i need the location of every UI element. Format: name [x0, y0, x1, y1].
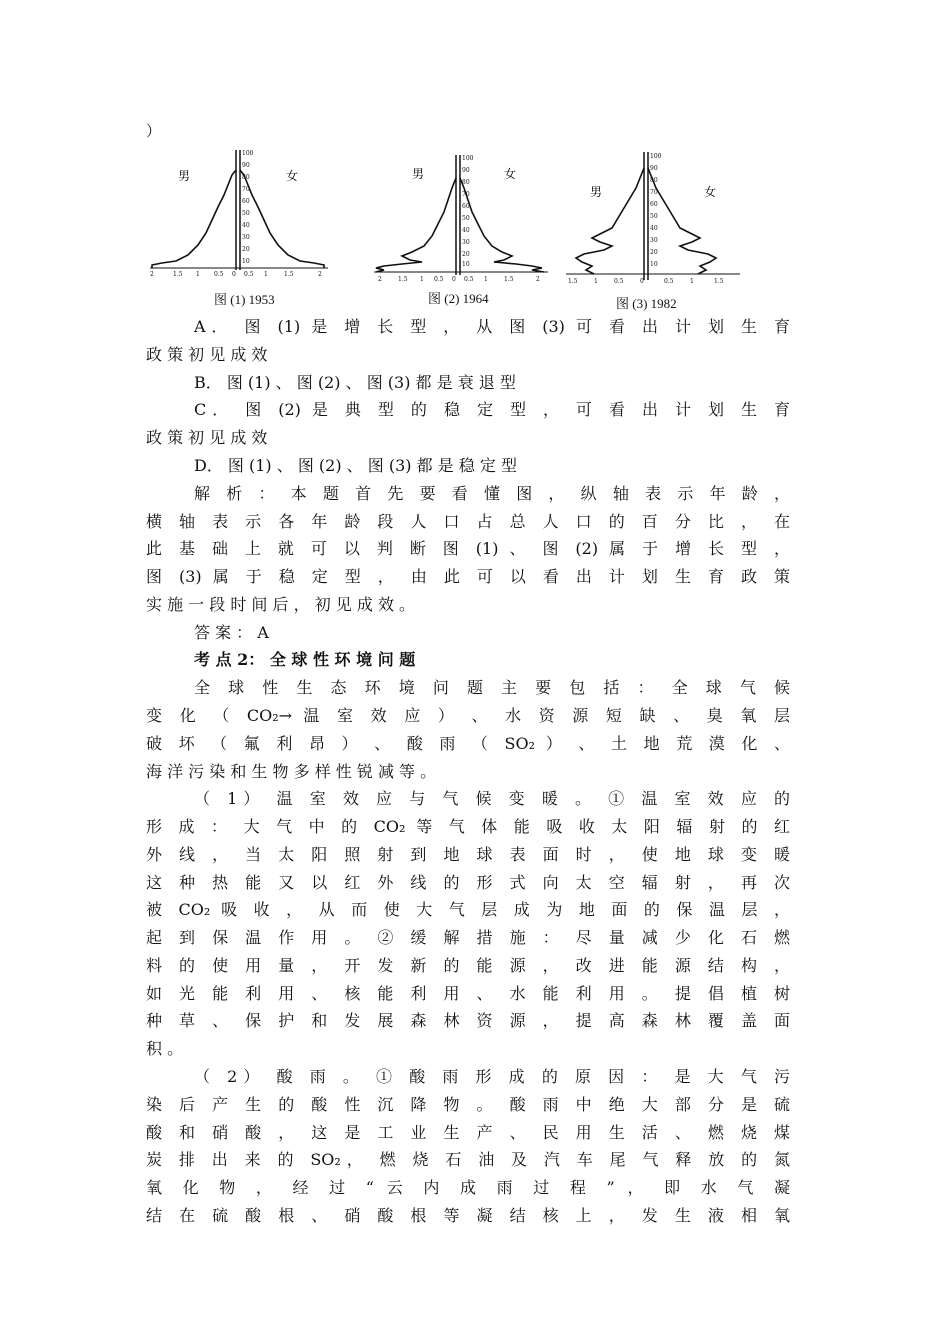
para1-line-4: 海 洋 污 染 和 生 物 多 样 性 锐 减 等 。 [146, 762, 437, 781]
svg-text:1.5: 1.5 [714, 278, 724, 285]
caption-1982: 图 (3) 1982 [616, 296, 677, 311]
para1-line-1: 全 球 性 生 态 环 境 问 题 主 要 包 括 ： 全 球 气 候 [194, 678, 790, 697]
svg-text:70: 70 [650, 189, 658, 196]
svg-text:100: 100 [650, 153, 662, 160]
svg-text:60: 60 [650, 201, 658, 208]
label-male-1964: 男 [412, 167, 425, 181]
svg-text:2: 2 [378, 276, 382, 283]
option-c-line-2: 政 策 初 见 成 效 [146, 428, 268, 447]
svg-text:40: 40 [242, 222, 250, 229]
para3-line-4: 炭 排 出 来 的 SO₂， 燃 烧 石 油 及 汽 车 尾 气 释 放 的 氮 [146, 1150, 790, 1169]
svg-text:40: 40 [462, 227, 470, 234]
svg-text:60: 60 [242, 198, 250, 205]
analysis-line-1: 解 析 ： 本 题 首 先 要 看 懂 图 ， 纵 轴 表 示 年 龄 ， [194, 484, 790, 503]
answer-line: 答 案 ： A [194, 623, 269, 642]
svg-text:1.5: 1.5 [398, 276, 408, 283]
svg-text:1.5: 1.5 [173, 271, 183, 278]
svg-text:2: 2 [318, 271, 322, 278]
para1-line-2: 变 化 （ CO₂→ 温 室 效 应 ） 、 水 资 源 短 缺 、 臭 氧 层 [146, 706, 790, 725]
svg-text:80: 80 [650, 177, 658, 184]
svg-text:1: 1 [484, 276, 488, 283]
para2-line-5: 被 CO₂ 吸 收 ， 从 而 使 大 气 层 成 为 地 面 的 保 温 层 ， [146, 900, 790, 919]
leading-parenthesis: ） [146, 122, 162, 140]
svg-text:20: 20 [650, 249, 658, 256]
para3-line-6: 结 在 硫 酸 根 、 硝 酸 根 等 凝 结 核 上 ， 发 生 液 相 氧 [146, 1206, 790, 1225]
svg-text:90: 90 [462, 167, 470, 174]
svg-text:1.5: 1.5 [504, 276, 514, 283]
svg-text:100: 100 [462, 155, 474, 162]
population-pyramid-1953 [148, 145, 333, 307]
para1-line-3: 破 坏 （ 氟 利 昂 ） 、 酸 雨 （ SO₂ ） 、 土 地 荒 漠 化 、 [146, 734, 790, 753]
analysis-line-5: 实 施 一 段 时 间 后 ， 初 见 成 效 。 [146, 595, 416, 614]
label-female-1953: 女 [286, 169, 299, 183]
para3-line-3: 酸 和 硝 酸 ， 这 是 工 业 生 产 、 民 用 生 活 、 燃 烧 煤 [146, 1123, 790, 1142]
svg-text:80: 80 [462, 179, 470, 186]
section-heading: 考 点 2： 全 球 性 环 境 问 题 [194, 650, 416, 669]
para2-line-7: 料 的 使 用 量 ， 开 发 新 的 能 源 ， 改 进 能 源 结 构 ， [146, 956, 790, 975]
svg-text:50: 50 [242, 210, 250, 217]
svg-text:0.5: 0.5 [214, 271, 224, 278]
svg-text:2: 2 [536, 276, 540, 283]
option-b: B． 图 (1) 、 图 (2) 、 图 (3) 都 是 衰 退 型 [194, 373, 516, 392]
svg-text:1: 1 [264, 271, 268, 278]
svg-text:50: 50 [650, 213, 658, 220]
label-male-1982: 男 [590, 185, 603, 199]
svg-text:20: 20 [242, 246, 250, 253]
para3-line-5: 氧 化 物 ， 经 过 “ 云 内 成 雨 过 程 ” ， 即 水 气 凝 [146, 1178, 790, 1197]
svg-text:0.5: 0.5 [664, 278, 674, 285]
para2-line-3: 外 线 ， 当 太 阳 照 射 到 地 球 表 面 时 ， 使 地 球 变 暖 [146, 845, 790, 864]
population-pyramid-1982 [564, 150, 744, 311]
svg-text:0.5: 0.5 [464, 276, 474, 283]
option-a-line-2: 政 策 初 见 成 效 [146, 345, 268, 364]
para3-line-1: （ 2） 酸 雨 。 ① 酸 雨 形 成 的 原 因 ： 是 大 气 污 [194, 1067, 790, 1086]
svg-text:40: 40 [650, 225, 658, 232]
para2-line-6: 起 到 保 温 作 用 。 ② 缓 解 措 施 ： 尽 量 减 少 化 石 燃 [146, 928, 790, 947]
analysis-line-4: 图 (3) 属 于 稳 定 型 ， 由 此 可 以 看 出 计 划 生 育 政 策 [146, 567, 790, 586]
para2-line-4: 这 种 热 能 又 以 红 外 线 的 形 式 向 太 空 辐 射 ， 再 次 [146, 873, 790, 892]
svg-text:10: 10 [462, 261, 470, 268]
option-c-line-1: C． 图 (2) 是 典 型 的 稳 定 型 ， 可 看 出 计 划 生 育 [194, 400, 790, 419]
svg-text:20: 20 [462, 251, 470, 258]
svg-text:0.5: 0.5 [434, 276, 444, 283]
label-male-1953: 男 [178, 169, 191, 183]
para2-line-9: 种 草 、 保 护 和 发 展 森 林 资 源 ， 提 高 森 林 覆 盖 面 [146, 1011, 790, 1030]
svg-text:70: 70 [462, 191, 470, 198]
svg-text:1.5: 1.5 [284, 271, 294, 278]
svg-text:1: 1 [690, 278, 694, 285]
para2-line-10: 积 。 [146, 1039, 184, 1058]
pyramid-1953-graphic [148, 145, 333, 280]
svg-text:0.5: 0.5 [614, 278, 624, 285]
para2-line-1: （ 1） 温 室 效 应 与 气 候 变 暖 。 ① 温 室 效 应 的 [194, 789, 790, 808]
svg-text:30: 30 [242, 234, 250, 241]
option-d: D． 图 (1) 、 图 (2) 、 图 (3) 都 是 稳 定 型 [194, 456, 517, 475]
para2-line-8: 如 光 能 利 用 、 核 能 利 用 、 水 能 利 用 。 提 倡 植 树 [146, 984, 790, 1003]
svg-text:30: 30 [462, 239, 470, 246]
svg-text:50: 50 [462, 215, 470, 222]
svg-text:10: 10 [650, 261, 658, 268]
pyramid-1964-graphic [372, 150, 552, 285]
svg-text:10: 10 [242, 258, 250, 265]
option-a-line-1: A． 图 (1) 是 增 长 型 ， 从 图 (3) 可 看 出 计 划 生 育 [194, 317, 790, 336]
svg-text:1: 1 [594, 278, 598, 285]
svg-text:1.5: 1.5 [568, 278, 578, 285]
svg-text:1: 1 [420, 276, 424, 283]
svg-text:1: 1 [196, 271, 200, 278]
svg-text:0: 0 [452, 276, 456, 283]
svg-text:2: 2 [150, 271, 154, 278]
population-pyramid-1964 [372, 150, 552, 306]
svg-text:70: 70 [242, 186, 250, 193]
para3-line-2: 染 后 产 生 的 酸 性 沉 降 物 。 酸 雨 中 绝 大 部 分 是 硫 [146, 1095, 790, 1114]
svg-text:90: 90 [650, 165, 658, 172]
svg-text:30: 30 [650, 237, 658, 244]
svg-text:80: 80 [242, 174, 250, 181]
svg-text:0: 0 [232, 271, 236, 278]
analysis-line-3: 此 基 础 上 就 可 以 判 断 图 (1) 、 图 (2) 属 于 增 长 型 ， [146, 539, 790, 558]
svg-text:100: 100 [242, 150, 254, 157]
pyramid-1982-graphic [564, 150, 744, 285]
svg-text:60: 60 [462, 203, 470, 210]
para2-line-2: 形 成 ： 大 气 中 的 CO₂ 等 气 体 能 吸 收 太 阳 辐 射 的 红 [146, 817, 790, 836]
svg-text:0: 0 [640, 278, 644, 285]
caption-1953: 图 (1) 1953 [214, 292, 275, 307]
caption-1964: 图 (2) 1964 [428, 291, 489, 306]
svg-text:0.5: 0.5 [244, 271, 254, 278]
label-female-1982: 女 [704, 185, 717, 199]
analysis-line-2: 横 轴 表 示 各 年 龄 段 人 口 占 总 人 口 的 百 分 比 ， 在 [146, 512, 790, 531]
svg-text:90: 90 [242, 162, 250, 169]
label-female-1964: 女 [504, 167, 517, 181]
